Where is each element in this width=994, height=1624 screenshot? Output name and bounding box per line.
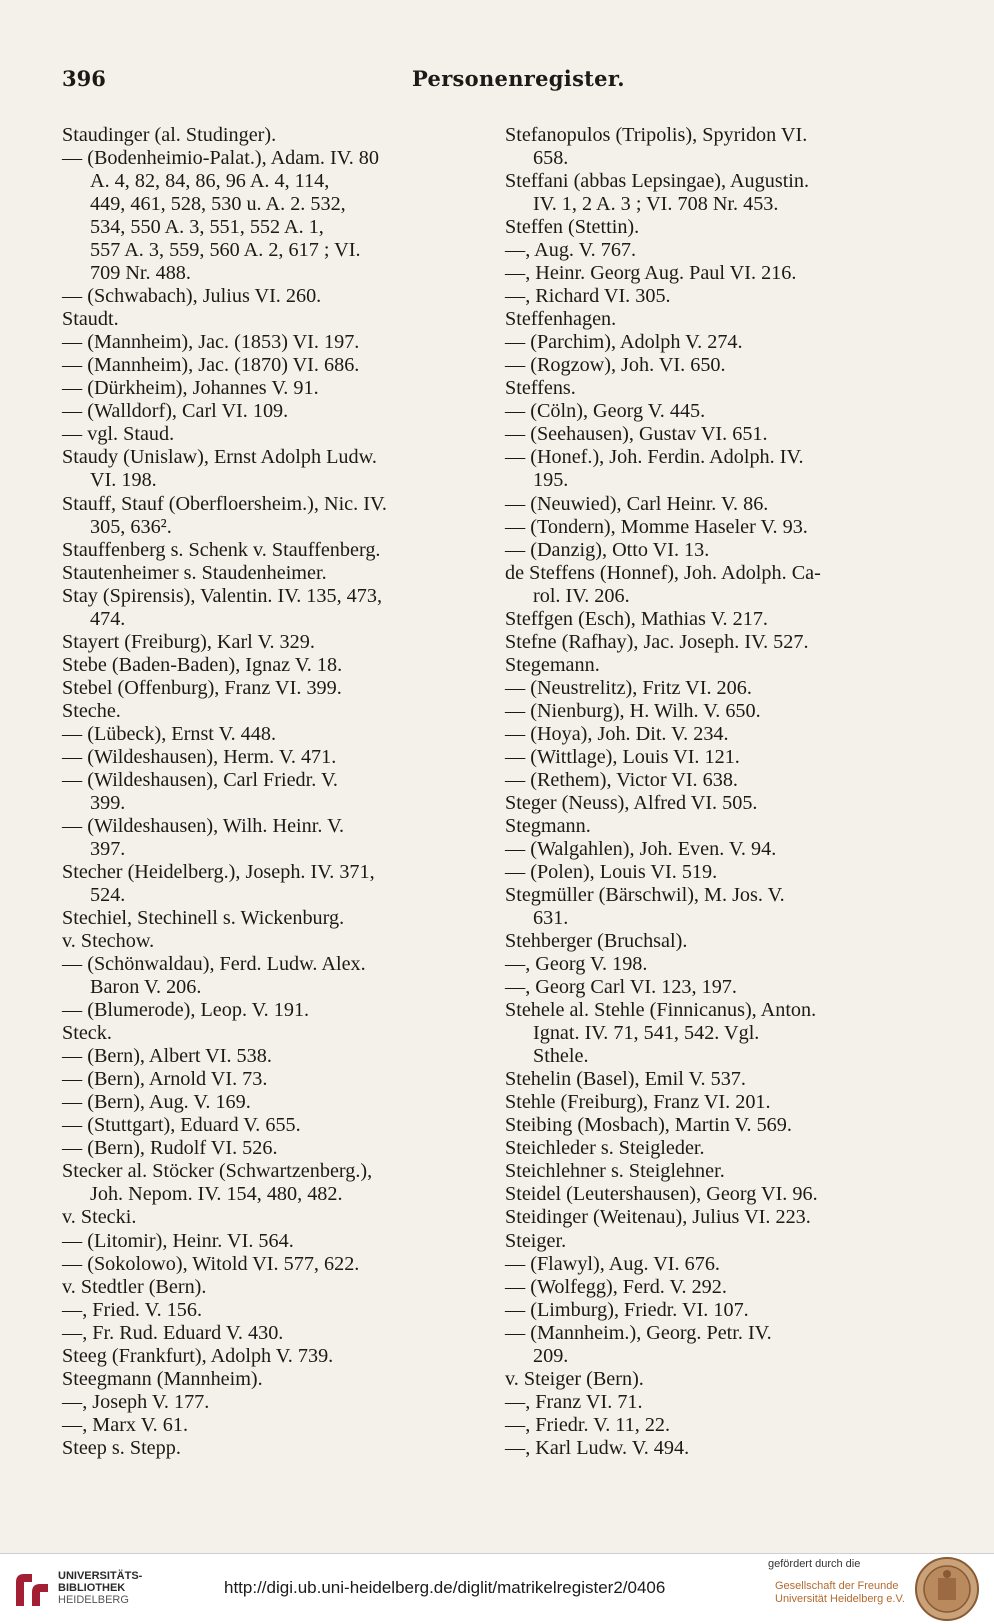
register-entry-line: Stauff, Stauf (Oberfloersheim.), Nic. IV. <box>62 492 387 515</box>
register-entry-line: Stefne (Rafhay), Jac. Joseph. IV. 527. <box>505 630 809 653</box>
sponsor-label: gefördert durch die <box>768 1558 861 1570</box>
running-title: Personenregister. <box>412 66 625 91</box>
register-entry-line: Stebe (Baden-Baden), Ignaz V. 18. <box>62 653 343 676</box>
register-entry-line: — (Nienburg), H. Wilh. V. 650. <box>505 699 761 722</box>
register-entry-line: Stefanopulos (Tripolis), Spyridon VI. <box>505 124 808 146</box>
register-entry-line: — (Limburg), Friedr. VI. 107. <box>505 1298 749 1321</box>
register-entry-line: — (Seehausen), Gustav VI. 651. <box>505 423 768 446</box>
register-entry-line: Steiger. <box>505 1229 567 1252</box>
register-entry-line: Steffenhagen. <box>505 308 617 331</box>
register-entry-line: 474. <box>90 607 126 630</box>
register-entry-line: — (Walldorf), Carl VI. 109. <box>62 400 289 423</box>
register-entry-line: Steep s. Stepp. <box>62 1436 181 1459</box>
register-entry-line: —, Aug. V. 767. <box>505 239 637 262</box>
register-entry-line: Sthele. <box>533 1045 589 1068</box>
register-entry-line: Staudinger (al. Studinger). <box>62 124 277 146</box>
library-logo-icon <box>10 1568 54 1612</box>
register-entry-line: — (Dürkheim), Johannes V. 91. <box>62 377 319 400</box>
register-entry-line: — (Honef.), Joh. Ferdin. Adolph. IV. <box>505 446 804 469</box>
register-entry-line: v. Stedtler (Bern). <box>62 1275 207 1298</box>
register-entry-line: — (Polen), Louis VI. 519. <box>505 861 718 883</box>
register-entry-line: —, Marx V. 61. <box>62 1413 188 1436</box>
register-entry-line: 524. <box>90 884 126 907</box>
register-entry-line: Steichleder s. Steigleder. <box>505 1137 705 1160</box>
university-seal-icon <box>914 1556 980 1622</box>
register-entry-line: — (Sokolowo), Witold VI. 577, 622. <box>62 1252 360 1275</box>
register-entry-line: Stecker al. Stöcker (Schwartzenberg.), <box>62 1160 373 1183</box>
register-entry-line: Steche. <box>62 699 121 722</box>
register-entry-line: —, Georg V. 198. <box>505 953 648 976</box>
register-entry-line: — (Mannheim), Jac. (1853) VI. 197. <box>62 331 360 354</box>
register-entry-line: 449, 461, 528, 530 u. A. 2. 532, <box>90 193 346 216</box>
register-entry-line: — (Bern), Aug. V. 169. <box>62 1091 251 1114</box>
register-entry-line: Joh. Nepom. IV. 154, 480, 482. <box>90 1183 343 1206</box>
register-entry-line: VI. 198. <box>90 469 157 492</box>
register-entry-line: — (Schwabach), Julius VI. 260. <box>62 285 322 308</box>
register-entry-line: — (Bern), Albert VI. 538. <box>62 1045 272 1068</box>
register-entry-line: — (Bern), Arnold VI. 73. <box>62 1068 268 1091</box>
register-entry-line: Steffani (abbas Lepsingae), Augustin. <box>505 170 810 193</box>
register-entry-line: — (Wolfegg), Ferd. V. 292. <box>505 1275 727 1298</box>
register-entry-line: Stehelin (Basel), Emil V. 537. <box>505 1068 746 1091</box>
register-entry-line: — (Cöln), Georg V. 445. <box>505 400 706 423</box>
register-entry-line: v. Stecki. <box>62 1206 137 1229</box>
register-entry-line: Staudt. <box>62 308 119 331</box>
register-entry-line: —, Fried. V. 156. <box>62 1298 203 1321</box>
register-entry-line: Steichlehner s. Steiglehner. <box>505 1160 725 1183</box>
register-entry-line: — (Parchim), Adolph V. 274. <box>505 331 743 354</box>
register-entry-line: — (Flawyl), Aug. VI. 676. <box>505 1252 720 1275</box>
register-entry-line: Steffgen (Esch), Mathias V. 217. <box>505 607 768 630</box>
register-entry-line: Stayert (Freiburg), Karl V. 329. <box>62 630 315 653</box>
register-entry-line: — (Neuwied), Carl Heinr. V. 86. <box>505 492 769 515</box>
register-entry-line: — vgl. Staud. <box>62 423 175 446</box>
register-entry-line: v. Steiger (Bern). <box>505 1367 644 1390</box>
register-entry-line: Steck. <box>62 1022 112 1045</box>
register-entry-line: Steffen (Stettin). <box>505 216 640 239</box>
register-entry-line: Stegmüller (Bärschwil), M. Jos. V. <box>505 884 785 907</box>
register-entry-line: — (Wittlage), Louis VI. 121. <box>505 745 740 768</box>
register-entry-line: Stautenheimer s. Staudenheimer. <box>62 561 327 584</box>
register-entry-line: — (Mannheim.), Georg. Petr. IV. <box>505 1321 772 1344</box>
register-entry-line: Stehele al. Stehle (Finnicanus), Anton. <box>505 999 817 1022</box>
register-entry-line: —, Friedr. V. 11, 22. <box>505 1413 671 1436</box>
register-entry-line: — (Wildeshausen), Carl Friedr. V. <box>62 768 338 791</box>
register-entry-line: Steidel (Leutershausen), Georg VI. 96. <box>505 1183 818 1206</box>
register-entry-line: — (Neustrelitz), Fritz VI. 206. <box>505 676 752 699</box>
page-number: 396 <box>62 66 106 91</box>
sponsor-name: Gesellschaft der Freunde Universität Heidelberg e.V. <box>775 1580 905 1605</box>
library-name: UNIVERSITÄTS- BIBLIOTHEK HEIDELBERG <box>58 1570 143 1606</box>
register-entry-line: Steffens. <box>505 377 576 400</box>
register-entry-line: Steegmann (Mannheim). <box>62 1367 263 1390</box>
register-entry-line: —, Georg Carl VI. 123, 197. <box>505 976 737 999</box>
register-entry-line: — (Schönwaldau), Ferd. Ludw. Alex. <box>62 953 366 976</box>
register-entry-line: A. 4, 82, 84, 86, 96 A. 4, 114, <box>90 170 330 193</box>
register-entry-line: 399. <box>90 791 126 814</box>
register-entry-line: — (Wildeshausen), Wilh. Heinr. V. <box>62 814 345 837</box>
register-entry-line: Stehle (Freiburg), Franz VI. 201. <box>505 1091 771 1114</box>
register-entry-line: Stay (Spirensis), Valentin. IV. 135, 473, <box>62 584 383 607</box>
register-entry-line: 534, 550 A. 3, 551, 552 A. 1, <box>90 216 324 239</box>
register-entry-line: — (Tondern), Momme Haseler V. 93. <box>505 515 808 538</box>
register-entry-line: — (Blumerode), Leop. V. 191. <box>62 999 310 1022</box>
register-column-right <box>505 124 925 1460</box>
register-entry-line: Stauffenberg s. Schenk v. Stauffenberg. <box>62 538 381 561</box>
register-entry-line: — (Bern), Rudolf VI. 526. <box>62 1137 278 1160</box>
register-entry-line: 557 A. 3, 559, 560 A. 2, 617 ; VI. <box>90 239 361 262</box>
source-url-link[interactable]: http://digi.ub.uni-heidelberg.de/diglit/matrikelregister2/0406 <box>224 1578 666 1597</box>
register-entry-line: IV. 1, 2 A. 3 ; VI. 708 Nr. 453. <box>533 193 779 216</box>
register-entry-line: — (Wildeshausen), Herm. V. 471. <box>62 745 337 768</box>
register-entry-line: Stegemann. <box>505 653 600 676</box>
register-entry-line: —, Fr. Rud. Eduard V. 430. <box>62 1321 284 1344</box>
register-entry-line: — (Walgahlen), Joh. Even. V. 94. <box>505 837 777 860</box>
register-entry-line: —, Karl Ludw. V. 494. <box>505 1436 690 1459</box>
register-entry-line: —, Franz VI. 71. <box>505 1390 643 1413</box>
register-entry-line: Stegmann. <box>505 814 591 837</box>
register-entry-line: de Steffens (Honnef), Joh. Adolph. Ca- <box>505 561 821 584</box>
footer-bar <box>0 1553 994 1624</box>
register-entry-line: Steger (Neuss), Alfred VI. 505. <box>505 791 758 814</box>
register-entry-line: 305, 636². <box>90 515 172 538</box>
register-entry-line: Stehberger (Bruchsal). <box>505 930 688 953</box>
register-entry-line: —, Joseph V. 177. <box>62 1390 210 1413</box>
register-entry-line: Stebel (Offenburg), Franz VI. 399. <box>62 676 342 699</box>
register-entry-line: Stecher (Heidelberg.), Joseph. IV. 371, <box>62 861 375 883</box>
register-entry-line: — (Stuttgart), Eduard V. 655. <box>62 1114 301 1137</box>
register-entry-line: —, Richard VI. 305. <box>505 285 671 308</box>
register-entry-line: Steidinger (Weitenau), Julius VI. 223. <box>505 1206 811 1229</box>
register-entry-line: — (Rogzow), Joh. VI. 650. <box>505 354 726 377</box>
register-entry-line: — (Bodenheimio-Palat.), Adam. IV. 80 <box>62 147 379 170</box>
register-entry-line: Steeg (Frankfurt), Adolph V. 739. <box>62 1344 334 1367</box>
register-entry-line: 709 Nr. 488. <box>90 262 191 285</box>
register-entry-line: — (Danzig), Otto VI. 13. <box>505 538 710 561</box>
register-entry-line: Baron V. 206. <box>90 976 202 999</box>
register-entry-line: Stechiel, Stechinell s. Wickenburg. <box>62 907 345 930</box>
register-entry-line: — (Hoya), Joh. Dit. V. 234. <box>505 722 729 745</box>
register-entry-line: 195. <box>533 469 569 492</box>
register-entry-line: — (Rethem), Victor VI. 638. <box>505 768 738 791</box>
register-entry-line: v. Stechow. <box>62 930 155 953</box>
register-entry-line: 397. <box>90 837 126 860</box>
register-entry-line: 658. <box>533 147 569 170</box>
register-column-left <box>62 124 482 1460</box>
register-entry-line: Staudy (Unislaw), Ernst Adolph Ludw. <box>62 446 377 469</box>
register-entry-line: — (Lübeck), Ernst V. 448. <box>62 722 276 745</box>
register-entry-line: 209. <box>533 1344 569 1367</box>
register-entry-line: — (Litomir), Heinr. VI. 564. <box>62 1229 294 1252</box>
register-entry-line: Steibing (Mosbach), Martin V. 569. <box>505 1114 792 1137</box>
register-entry-line: 631. <box>533 907 569 930</box>
register-entry-line: Ignat. IV. 71, 541, 542. Vgl. <box>533 1022 760 1045</box>
register-entry-line: — (Mannheim), Jac. (1870) VI. 686. <box>62 354 360 377</box>
register-entry-line: —, Heinr. Georg Aug. Paul VI. 216. <box>505 262 797 285</box>
register-entry-line: rol. IV. 206. <box>533 584 630 607</box>
